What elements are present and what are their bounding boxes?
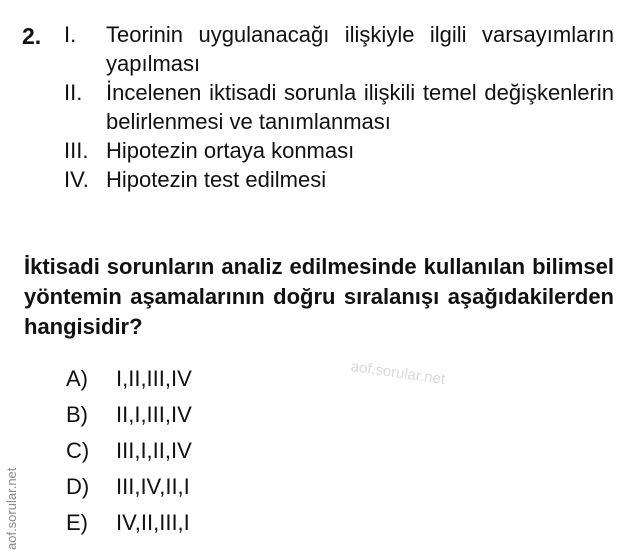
statement-2 bbox=[64, 78, 614, 136]
statement-list bbox=[64, 20, 614, 194]
option-e[interactable] bbox=[66, 505, 192, 541]
option-b[interactable] bbox=[66, 397, 192, 433]
statement-text: Teorinin uygulanacağı ilişkiyle ilgili varsayımların yapılması bbox=[106, 22, 614, 76]
option-letter: E) bbox=[66, 510, 88, 535]
statement-4 bbox=[64, 165, 614, 194]
statement-text: Hipotezin ortaya konması bbox=[106, 138, 355, 163]
option-letter: B) bbox=[66, 402, 88, 427]
option-text: III,IV,II,I bbox=[116, 474, 190, 499]
option-text: III,I,II,IV bbox=[116, 438, 192, 463]
option-letter: D) bbox=[66, 474, 90, 499]
watermark-text: aof.sorular.net bbox=[349, 358, 447, 389]
option-text: I,II,III,IV bbox=[116, 366, 192, 391]
statement-roman: II. bbox=[64, 80, 83, 105]
statement-roman: I. bbox=[64, 22, 77, 47]
statement-roman: IV. bbox=[64, 167, 89, 192]
statement-text: İncelenen iktisadi sorunla ilişkili temel değişkenlerin belirlenmesi ve tanımlanması bbox=[106, 80, 614, 134]
side-watermark-text: aof.sorular.net bbox=[4, 467, 19, 550]
option-c[interactable] bbox=[66, 433, 192, 469]
option-d[interactable] bbox=[66, 469, 192, 505]
statement-roman: III. bbox=[64, 138, 89, 163]
question-stem: İktisadi sorunların analiz edilmesinde kullanılan bilimsel yöntemin aşamalarının doğru sıralanışı aşağıdakilerden hangisidir? bbox=[24, 254, 614, 339]
statement-3 bbox=[64, 136, 614, 165]
option-letter: C) bbox=[66, 438, 90, 463]
question-number: 2. bbox=[22, 23, 42, 49]
option-text: II,I,III,IV bbox=[116, 402, 192, 427]
statement-text: Hipotezin test edilmesi bbox=[106, 167, 327, 192]
answer-options bbox=[66, 361, 192, 541]
option-text: IV,II,III,I bbox=[116, 510, 190, 535]
option-a[interactable] bbox=[66, 361, 192, 397]
option-letter: A) bbox=[66, 366, 88, 391]
statement-1 bbox=[64, 20, 614, 78]
